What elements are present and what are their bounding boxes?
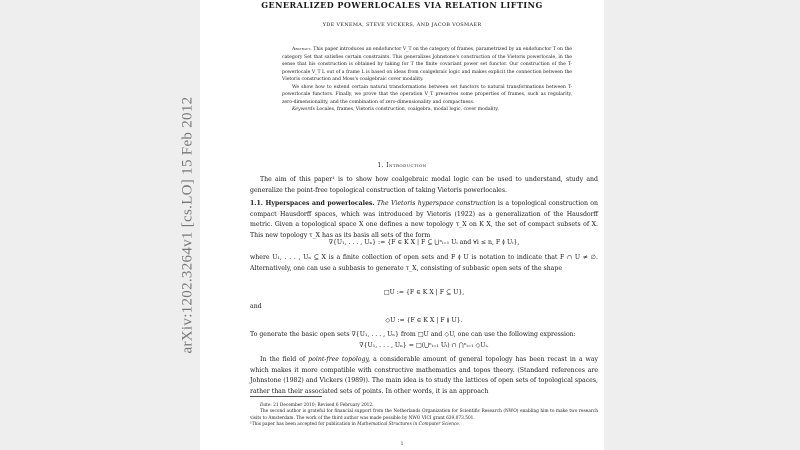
equation-nabla: ∇{U₁, . . . , Uₙ} := {F ∈ K X | F ⊆ ⋃ⁿᵢ₌₁ Uᵢ and ∀i ≤ n, F ≬ Uᵢ}, [328, 239, 520, 246]
after-equation-text: where U₁, . . . , Uₙ ⊆ X is a finite collection of open sets and F ≬ U is notation to indicate that F ∩ U ≠ ∅. Alternatively, one can use a subbasis to generate τ_X, consisting of subbasic open sets of the shape [250, 254, 598, 272]
pointfree-paragraph [250, 355, 598, 398]
grant-footnote: The second author is grateful for financial support from the Netherlands Organization for Scientific Research (NWO) enabling him to make two research visits to Amsterdam. The work of the third author was made possible by NWO VICI grant 639.073.501. [250, 409, 598, 421]
equation-decomposition: ∇{U₁, . . . , Uₙ} = □(⋃ⁿᵢ₌₁ Uᵢ) ∩ ⋂ⁿᵢ₌₁ ◇Uᵢ. [359, 342, 489, 349]
pointfree-italic: point-free topology, [308, 356, 371, 363]
intro-text: The aim of this paper¹ is to show how coalgebraic modal logic can be used to understand, study and generalize the point-free topological construction of taking Vietoris powerlocales. [250, 176, 598, 194]
pointfree-text: a considerable amount of general topology has been recast in a way which makes it more compatible with constructive mathematics and topos theory. (Standard references are Johnstone (1982) and Vickers (1989)). The main idea is to study the lattices of open sets of topological spaces, rather than their associated sets of points. In other words, it is an approach [250, 356, 598, 396]
subsection-paragraph [250, 199, 598, 242]
and-word: and [250, 303, 262, 310]
date-label: Date [260, 403, 271, 408]
subsection-italic: The Vietoris hyperspace construction [376, 200, 496, 207]
page-number: 1 [400, 442, 404, 447]
keywords-label: Keywords [292, 107, 315, 112]
date-text: : 21 December 2010; Revised 6 February 2012. [270, 403, 374, 408]
arxiv-identifier[interactable]: arXiv:1202.3264v1 [cs.LO] 15 Feb 2012 [179, 96, 196, 354]
keywords: Locales, frames, Vietoris construction, coalgebra, modal logic, cover modality. [316, 107, 499, 112]
abstract-label: Abstract. [292, 47, 312, 52]
publication-footnote: ¹This paper has been accepted for publication in [250, 422, 356, 428]
paper-page [200, 0, 604, 450]
after-equation-paragraph [250, 253, 598, 274]
equation-box: □U := {F ∈ K X | F ⊆ U}, [383, 289, 465, 296]
footnote-rule [250, 396, 322, 397]
equation-diamond: ◇U := {F ∈ K X | F ≬ U}. [385, 317, 463, 324]
journal-name: Mathematical Structures in Computer Science. [357, 422, 461, 428]
subsection-text: is a topological construction on compact Hausdorff spaces, which was introduced by Vietoris (1922) as a generalization of the Hausdorff metric. Given a topological space X one defines a new topology τ_X on K X, the set of compact subsets of X. This new topology τ_X has as its basis all sets of the form [250, 200, 599, 240]
subsection-heading: 1.1. Hyperspaces and powerlocales. [250, 200, 375, 207]
footnotes [250, 403, 598, 429]
basic-open-paragraph [250, 330, 598, 341]
basic-open-text: To generate the basic open sets ∇{U₁, . . . , Uₙ} from □U and ◇U, one can use the following expression: [250, 331, 576, 338]
abstract-paragraph-2: We show how to extend certain natural transformations between set functors to natural transformations between T-powerlocale functors. Finally, we prove that the operation V_T preserves some properties of frames, such as regularity, zero-dimensionality, and the combination of zero-dimensionality and compactness. [282, 84, 572, 105]
paper-title: GENERALIZED POWERLOCALES VIA RELATION LIFTING [261, 0, 543, 10]
intro-paragraph [250, 175, 598, 196]
abstract [282, 46, 572, 114]
abstract-paragraph-1: This paper introduces an endofunctor V_T on the category of frames, parametrized by an endofunctor T on the category Set that satisfies certain constraints. This generalizes Johnstone's construction of the Vietoris powerlocale, in the sense that his construction is obtained by taking for T the finite covariant power set functor. Our construction of the T-powerlocale V_T L out of a frame L is based on ideas from coalgebraic logic and makes explicit the connection between the Vietoris construction and Moss's coalgebraic cover modality. [282, 47, 572, 82]
paper-authors: YDE VENEMA, STEVE VICKERS, AND JACOB VOSMAER [322, 22, 482, 28]
section-heading: 1. Introduction [377, 162, 427, 169]
pointfree-lead: In the field of [260, 356, 306, 363]
